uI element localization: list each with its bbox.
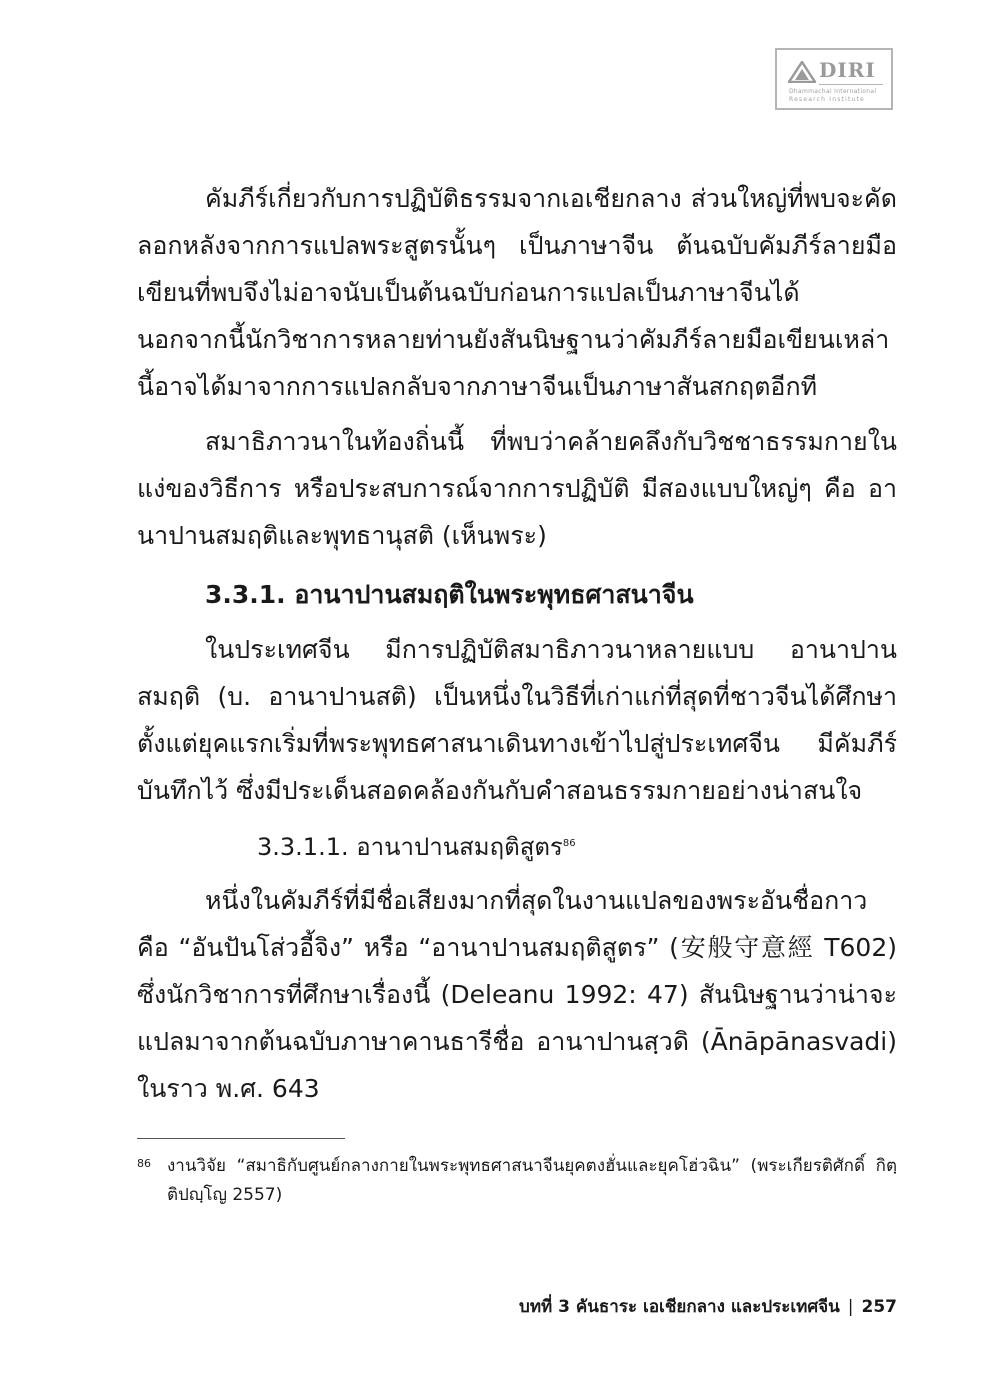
triangle-logo-icon [788, 61, 816, 83]
footnote-text: งานวิจัย “สมาธิกับศูนย์กลางกายในพระพุทธศาสนาจีนยุคตงฮั่นและยุคโฮ่วฉิน” (พระเกียรติศักดิ์ กิตฺติปญฺโญ 2557) [167, 1156, 897, 1205]
paragraph-2: สมาธิภาวนาในท้องถิ่นนี้ ที่พบว่าคล้ายคลึงกับวิชชาธรรมกายในแง่ของวิธีการ หรือประสบการณ์จากการปฏิบัติ มีสองแบบใหญ่ๆ คือ อานาปานสมฤติและพุทธานุสติ (เห็นพระ) [137, 427, 897, 550]
logo-name: DIRI [819, 58, 876, 82]
subsection-title: 3.3.1.1. อานาปานสมฤติสูตร [257, 833, 563, 861]
footer-chapter: บทที่ 3 คันธาระ เอเชียกลาง และประเทศจีน [519, 1297, 840, 1317]
paragraph-4: หนึ่งในคัมภีร์ที่มีชื่อเสียงมากที่สุดในงานแปลของพระอันชื่อกาว คือ “อันปันโส่วอี้จิง” หรือ “อานาปานสมฤติสูตร” (安般守意經 T602) ซึ่งนักวิชาการที่ศึกษาเรื่องนี้ (Deleanu 1992: 47) สันนิษฐานว่าน่าจะแปลมาจากต้นฉบับภาษาคานธารีชื่อ อานาปานสฺวดิ (Ānāpānasvadi) ในราว พ.ศ. 643 [137, 886, 897, 1103]
subsection-heading [137, 820, 897, 871]
logo-divider [819, 84, 883, 85]
section-heading: 3.3.1. อานาปานสมฤติในพระพุทธศาสนาจีน [205, 580, 694, 609]
page-footer [519, 1293, 897, 1320]
footer-separator: | [847, 1297, 854, 1317]
logo-subtitle-2: Research Institute [789, 96, 865, 103]
page-number: 257 [861, 1297, 897, 1317]
footnote [137, 1152, 897, 1210]
footnote-number: 86 [137, 1157, 151, 1170]
paragraph-1: คัมภีร์เกี่ยวกับการปฏิบัติธรรมจากเอเชียกลาง ส่วนใหญ่ที่พบจะคัดลอกหลังจากการแปลพระสูตรนั้นๆ เป็นภาษาจีน ต้นฉบับคัมภีร์ลายมือเขียนที่พบจึงไม่อาจนับเป็นต้นฉบับก่อนการแปลเป็นภาษาจีนได้ นอกจากนี้นักวิชาการหลายท่านยังสันนิษฐานว่าคัมภีร์ลายมือเขียนเหล่านี้อาจได้มาจากการแปลกลับจากภาษาจีนเป็นภาษาสันสกฤตอีกที [137, 184, 897, 401]
logo-subtitle-1: Dhammachai International [789, 88, 877, 95]
page-body [137, 175, 897, 1112]
diri-logo [775, 48, 893, 110]
footnote-divider [137, 1138, 345, 1139]
footnote-ref[interactable]: 86 [562, 838, 576, 849]
paragraph-3: ในประเทศจีน มีการปฏิบัติสมาธิภาวนาหลายแบบ อานาปานสมฤติ (บ. อานาปานสติ) เป็นหนึ่งในวิธีที่เก่าแก่ที่สุดที่ชาวจีนได้ศึกษาตั้งแต่ยุคแรกเริ่มที่พระพุทธศาสนาเดินทางเข้าไปสู่ประเทศจีน มีคัมภีร์บันทึกไว้ ซึ่งมีประเด็นสอดคล้องกันกับคำสอนธรรมกายอย่างน่าสนใจ [137, 635, 897, 805]
